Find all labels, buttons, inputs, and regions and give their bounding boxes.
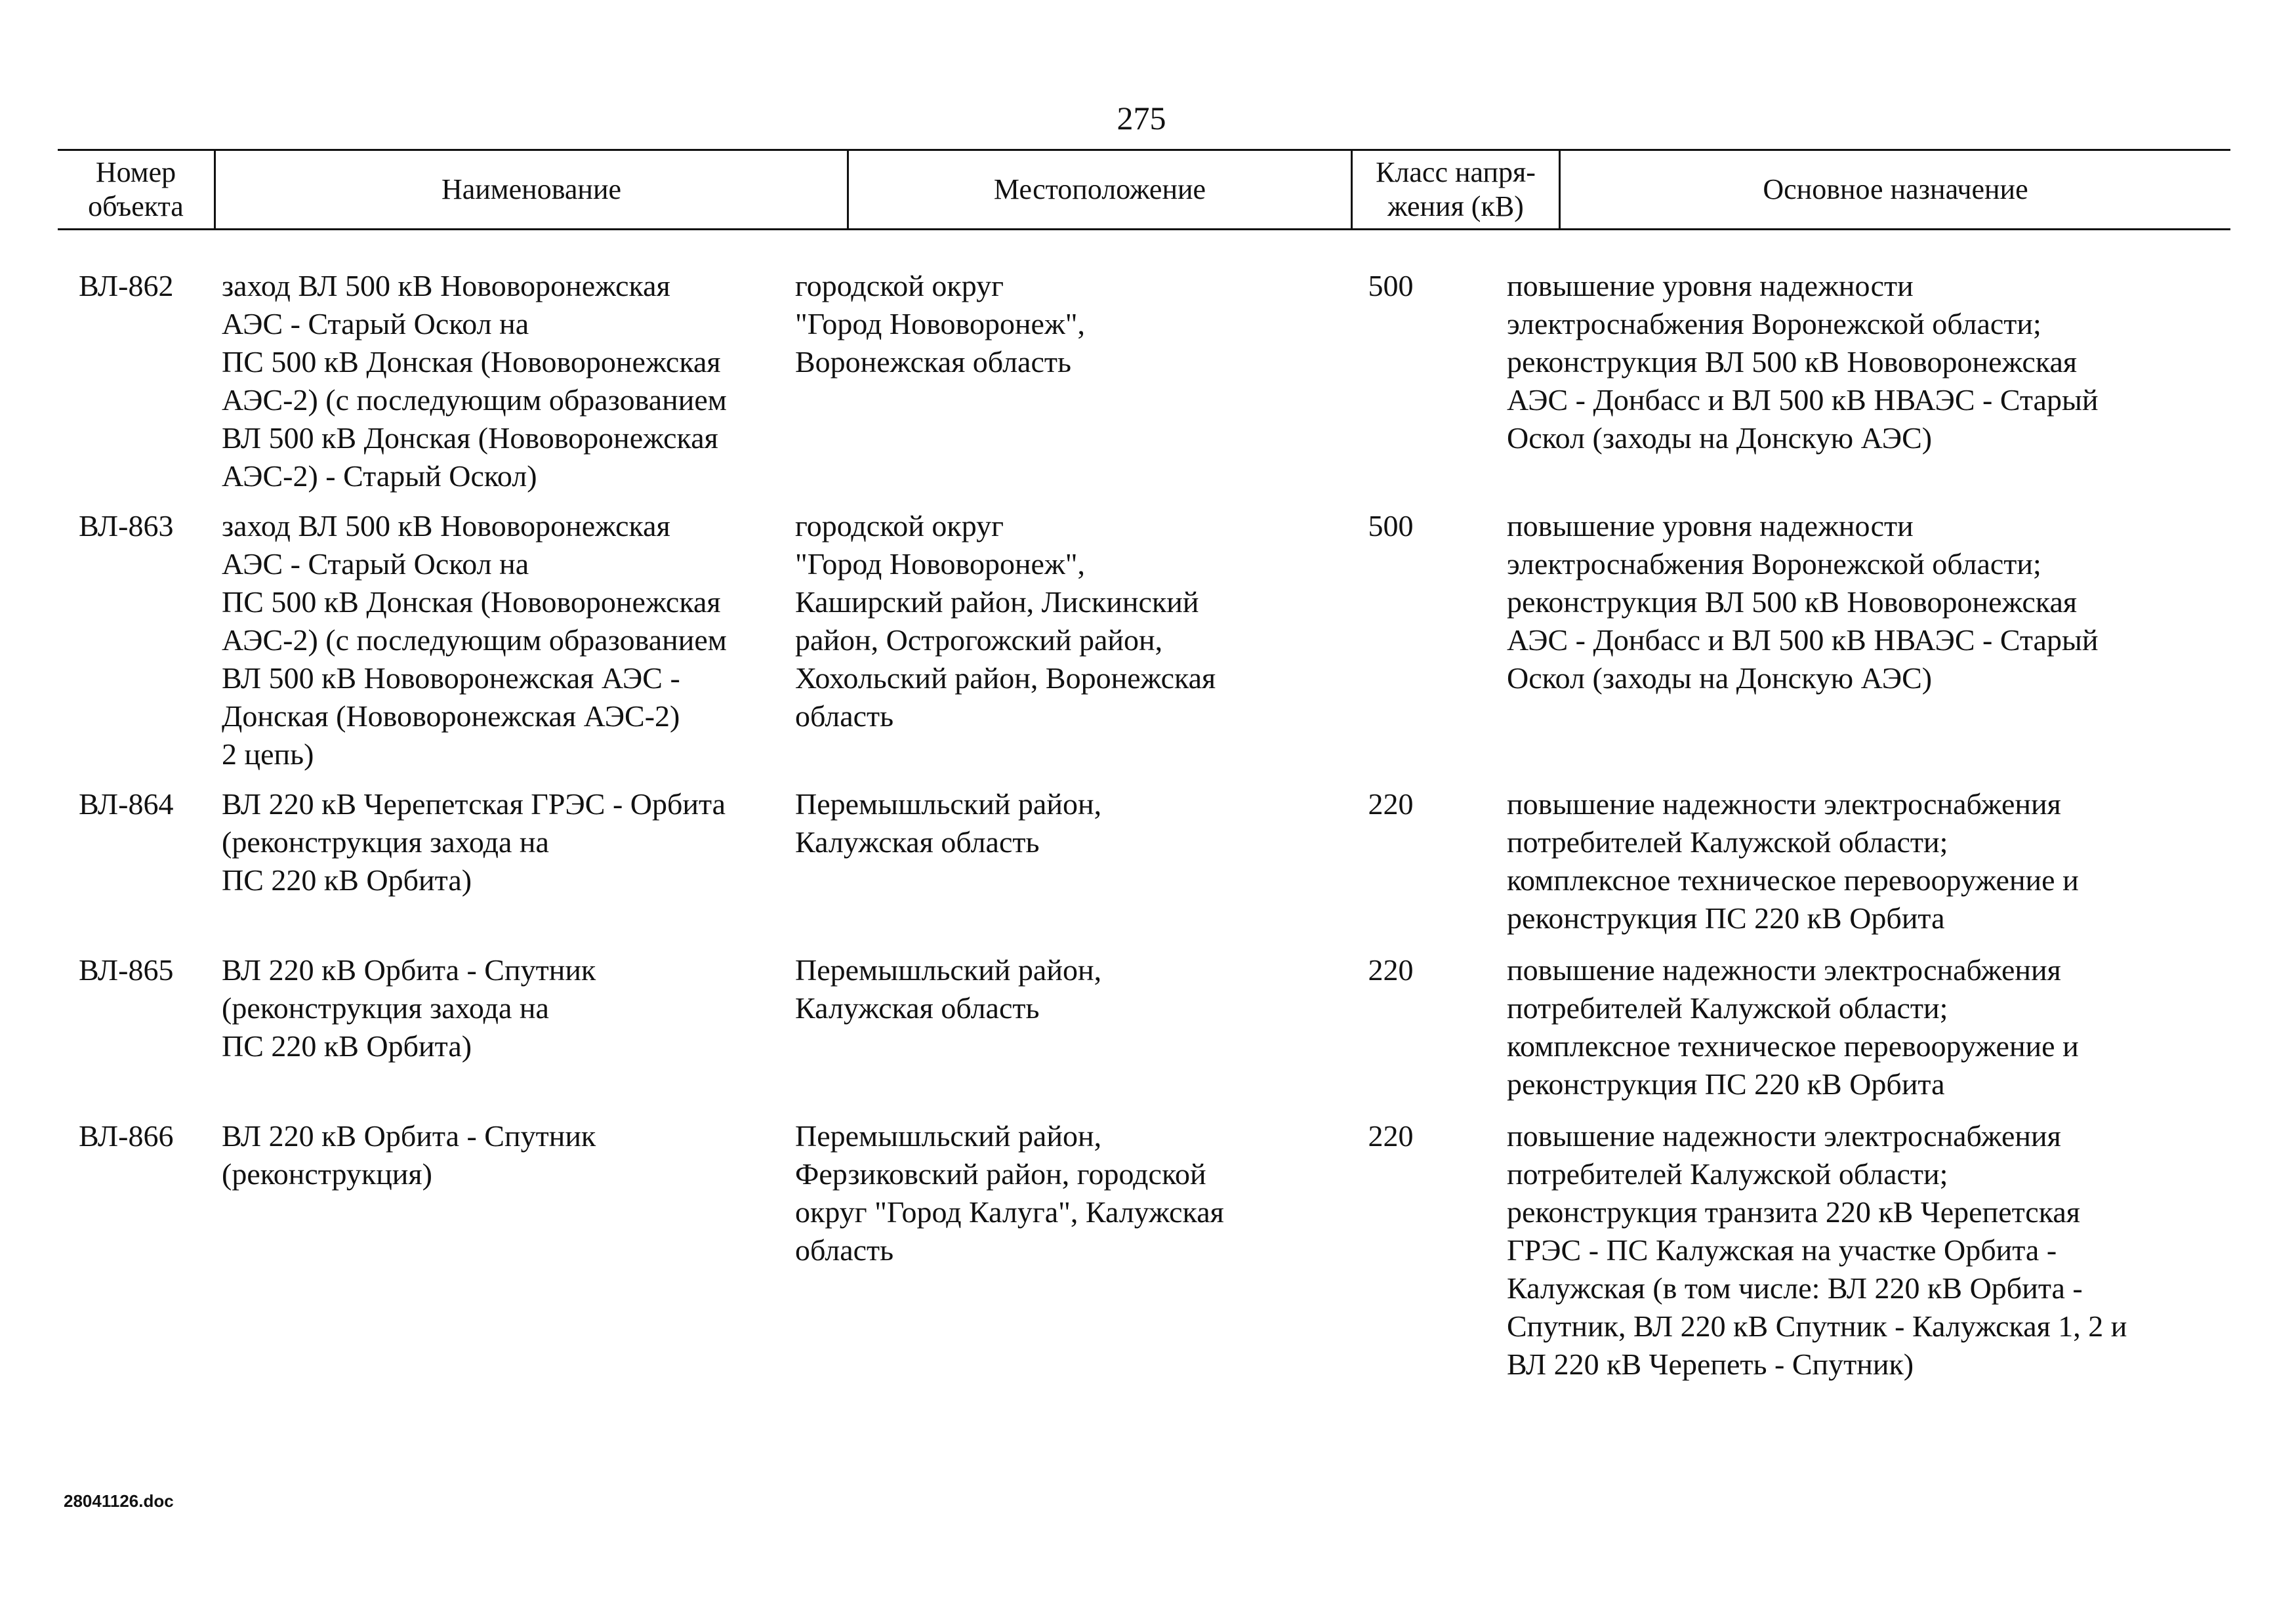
object-purpose: повышение уровня надежности электроснабжения Воронежской области; реконструкция ВЛ 500 кВ Нововоронежская АЭС - Донбасс и ВЛ 500 кВ НВАЭС - Старый Оскол (заходы на Донскую АЭС) bbox=[1507, 509, 2099, 695]
object-name: заход ВЛ 500 кВ Нововоронежская АЭС - Старый Оскол на ПС 500 кВ Донская (Нововоронежская АЭС-2) (с последующим образованием ВЛ 500 кВ Нововоронежская АЭС - Донская (Нововоронежская АЭС-2) 2 цепь) bbox=[222, 509, 727, 771]
object-number: ВЛ-863 bbox=[79, 509, 174, 543]
header-number: Номер объекта bbox=[88, 156, 184, 222]
document-filename: 28041126.doc bbox=[64, 1491, 174, 1511]
object-purpose: повышение надежности электроснабжения потребителей Калужской области; комплексное техническое перевооружение и реконструкция ПС 220 кВ Орбита bbox=[1507, 953, 2079, 1101]
object-location: Перемышльский район, Калужская область bbox=[795, 787, 1102, 859]
object-voltage: 220 bbox=[1368, 787, 1414, 821]
object-location: городской округ "Город Нововоронеж", Воронежская область bbox=[795, 269, 1086, 379]
page-number: 275 bbox=[1117, 100, 1166, 136]
object-name: заход ВЛ 500 кВ Нововоронежская АЭС - Старый Оскол на ПС 500 кВ Донская (Нововоронежская АЭС-2) (с последующим образованием ВЛ 500 кВ Донская (Нововоронежская АЭС-2) - Старый Оскол) bbox=[222, 269, 727, 493]
object-number: ВЛ-862 bbox=[79, 269, 174, 302]
table-header bbox=[58, 149, 2230, 230]
header-purpose: Основное назначение bbox=[1763, 173, 2028, 205]
object-location: Перемышльский район, Ферзиковский район, городской округ "Город Калуга", Калужская область bbox=[795, 1119, 1224, 1267]
object-purpose: повышение надежности электроснабжения потребителей Калужской области; реконструкция транзита 220 кВ Черепетская ГРЭС - ПС Калужская на участке Орбита - Калужская (в том числе: ВЛ 220 кВ Орбита - Спутник, ВЛ 220 кВ Спутник - Калужская 1, 2 и ВЛ 220 кВ Черепеть - Спутник) bbox=[1507, 1119, 2127, 1381]
object-name: ВЛ 220 кВ Орбита - Спутник (реконструкция) bbox=[222, 1119, 596, 1191]
object-voltage: 500 bbox=[1368, 269, 1414, 302]
object-location: городской округ "Город Нововоронеж", Каширский район, Лискинский район, Острогожский район, Хохольский район, Воронежская область bbox=[795, 509, 1216, 733]
header-location: Местоположение bbox=[993, 173, 1206, 205]
header-name: Наименование bbox=[441, 173, 622, 205]
object-name: ВЛ 220 кВ Черепетская ГРЭС - Орбита (реконструкция захода на ПС 220 кВ Орбита) bbox=[222, 787, 726, 897]
object-voltage: 220 bbox=[1368, 1119, 1414, 1153]
object-name: ВЛ 220 кВ Орбита - Спутник (реконструкция захода на ПС 220 кВ Орбита) bbox=[222, 953, 596, 1063]
object-purpose: повышение надежности электроснабжения потребителей Калужской области; комплексное техническое перевооружение и реконструкция ПС 220 кВ Орбита bbox=[1507, 787, 2079, 935]
object-purpose: повышение уровня надежности электроснабжения Воронежской области; реконструкция ВЛ 500 кВ Нововоронежская АЭС - Донбасс и ВЛ 500 кВ НВАЭС - Старый Оскол (заходы на Донскую АЭС) bbox=[1507, 269, 2099, 455]
header-voltage: Класс напря- жения (кВ) bbox=[1376, 156, 1536, 222]
object-number: ВЛ-866 bbox=[79, 1119, 174, 1153]
object-location: Перемышльский район, Калужская область bbox=[795, 953, 1102, 1025]
object-voltage: 220 bbox=[1368, 953, 1414, 987]
object-number: ВЛ-865 bbox=[79, 953, 174, 987]
object-number: ВЛ-864 bbox=[79, 787, 174, 821]
object-voltage: 500 bbox=[1368, 509, 1414, 543]
